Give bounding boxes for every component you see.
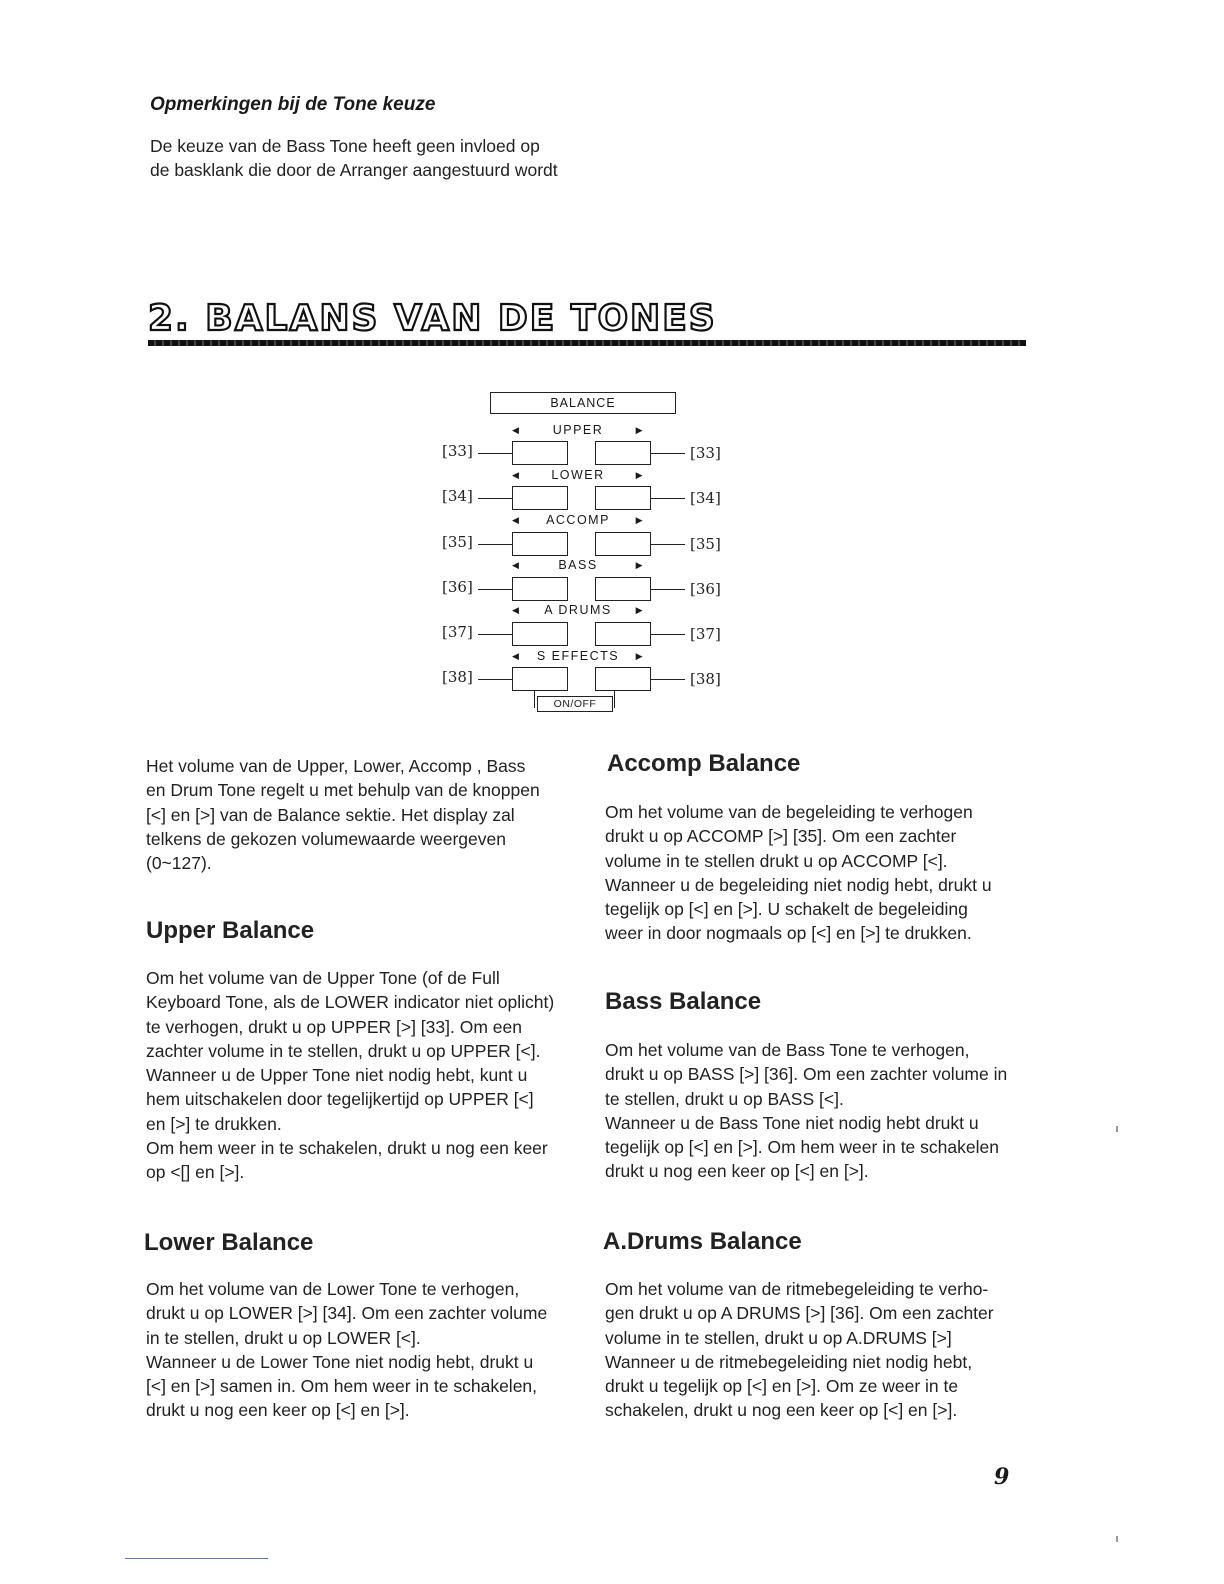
note-body (150, 134, 590, 183)
body-line: [<] en [>] samen in. Om hem weer in te schakelen, (146, 1376, 538, 1397)
upper-balance-body (146, 966, 564, 1185)
accomp-down-button[interactable] (512, 532, 568, 556)
ref-right: [33] (690, 444, 721, 462)
lead-line (478, 634, 512, 635)
body-line: Om het volume van de ritmebegeleiding te verho- (605, 1279, 989, 1299)
body-line: drukt u op BASS [>] [36]. Om een zachter volume in (605, 1064, 1008, 1085)
ref-right: [37] (690, 625, 721, 643)
body-line: tegelijk op [<] en [>]. U schakelt de begeleiding (605, 899, 968, 920)
body-line: Wanneer u de begeleiding niet nodig hebt, drukt u (605, 874, 992, 895)
seffects-down-button[interactable] (512, 667, 568, 691)
row-label-bass (478, 558, 678, 572)
body-line: Om het volume van de begeleiding te verhogen (605, 802, 973, 822)
row-label-text: LOWER (551, 468, 605, 482)
row-label-text: A DRUMS (544, 603, 612, 617)
lower-balance-body (146, 1277, 564, 1423)
body-line: te verhogen, drukt u op UPPER [>] [33]. Om een (146, 1016, 522, 1037)
arrow-left-icon: ◀ (512, 470, 521, 480)
row-label-text: ACCOMP (546, 513, 610, 527)
lead-line (478, 453, 512, 454)
body-line: in te stellen, drukt u op LOWER [<]. (146, 1327, 421, 1348)
body-line: drukt u nog een keer op [<] en [>]. (605, 1161, 869, 1182)
ref-right: [34] (690, 489, 721, 507)
row-label-lower (478, 468, 678, 482)
body-line: volume in te stellen, drukt u op A.DRUMS [>] (605, 1327, 952, 1348)
body-line: drukt u tegelijk op [<] en [>]. Om ze weer in te (605, 1376, 959, 1397)
body-line: Om het volume van de Upper Tone (of de Full (146, 968, 500, 988)
intro-paragraph (146, 754, 564, 875)
note-title: Opmerkingen bij de Tone keuze (150, 94, 436, 115)
lead-line (478, 498, 512, 499)
arrow-right-icon: ▶ (635, 515, 644, 525)
row-label-upper (478, 423, 678, 437)
row-label-text: UPPER (552, 423, 604, 437)
intro-line: en Drum Tone regelt u met behulp van de knoppen (146, 780, 540, 801)
lead-line (478, 544, 512, 545)
body-line: tegelijk op [<] en [>]. Om hem weer in te schakelen (605, 1137, 999, 1158)
body-line: drukt u nog een keer op [<] en [>]. (146, 1400, 410, 1421)
arrow-right-icon: ▶ (635, 470, 644, 480)
chapter-rule (148, 340, 1026, 346)
row-label-seffects (478, 649, 678, 663)
arrow-left-icon: ◀ (512, 515, 521, 525)
ref-left: [34] (442, 487, 473, 505)
lead-line (651, 679, 685, 680)
ref-right: [38] (690, 670, 721, 688)
body-line: volume in te stellen drukt u op ACCOMP [<]. (605, 850, 948, 871)
bass-balance-title: Bass Balance (605, 988, 762, 1015)
upper-down-button[interactable] (512, 441, 568, 465)
body-line: Wanneer u de Upper Tone niet nodig hebt, kunt u (146, 1065, 528, 1086)
body-line: hem uitschakelen door tegelijkertijd op UPPER [<] (146, 1089, 534, 1110)
body-line: drukt u op LOWER [>] [34]. Om een zachter volume (146, 1303, 548, 1324)
scan-speck (1116, 1126, 1118, 1132)
body-line: Wanneer u de Bass Tone niet nodig hebt drukt u (605, 1112, 979, 1133)
lead-line (651, 453, 685, 454)
row-label-text: S EFFECTS (536, 649, 620, 663)
onoff-bracket (534, 690, 535, 708)
accomp-balance-body (605, 800, 1025, 946)
adrums-up-button[interactable] (595, 622, 651, 646)
row-label-accomp (478, 513, 678, 527)
arrow-right-icon: ▶ (635, 560, 644, 570)
lead-line (478, 589, 512, 590)
accomp-up-button[interactable] (595, 532, 651, 556)
note-line: De keuze van de Bass Tone heeft geen invloed op (150, 136, 540, 156)
ref-left: [35] (442, 533, 473, 551)
bass-up-button[interactable] (595, 577, 651, 601)
ref-right: [36] (690, 580, 721, 598)
body-line: gen drukt u op A DRUMS [>] [36]. Om een zachter (605, 1303, 994, 1324)
intro-line: (0~127). (146, 853, 212, 874)
row-label-adrums (478, 603, 678, 617)
accomp-balance-title: Accomp Balance (607, 750, 801, 777)
body-line: zachter volume in te stellen, drukt u op UPPER [<]. (146, 1040, 541, 1061)
body-line: Om het volume van de Lower Tone te verhogen, (146, 1279, 520, 1299)
note-line: de basklank die door de Arranger aangestuurd wordt (150, 160, 558, 181)
page-number: 9 (994, 1464, 1010, 1490)
body-line: op <[] en [>]. (146, 1162, 245, 1183)
arrow-left-icon: ◀ (512, 560, 521, 570)
adrums-balance-body (605, 1277, 1025, 1423)
scan-speck (1116, 1536, 1118, 1542)
upper-up-button[interactable] (595, 441, 651, 465)
lead-line (651, 544, 685, 545)
adrums-down-button[interactable] (512, 622, 568, 646)
ref-left: [38] (442, 668, 473, 686)
upper-balance-title: Upper Balance (146, 917, 315, 944)
body-line: weer in door nogmaals op [<] en [>] te drukken. (605, 923, 972, 944)
body-line: drukt u op ACCOMP [>] [35]. Om een zachter (605, 826, 957, 847)
lead-line (478, 679, 512, 680)
row-label-text: BASS (558, 558, 598, 572)
body-line: Om hem weer in te schakelen, drukt u nog een keer (146, 1138, 548, 1159)
lower-down-button[interactable] (512, 486, 568, 510)
balance-header: BALANCE (490, 392, 676, 414)
lower-up-button[interactable] (595, 486, 651, 510)
intro-line: telkens de gekozen volumewaarde weergeven (146, 828, 506, 849)
bass-down-button[interactable] (512, 577, 568, 601)
lead-line (651, 498, 685, 499)
body-line: Wanneer u de Lower Tone niet nodig hebt, drukt u (146, 1351, 534, 1372)
onoff-bracket (614, 690, 615, 708)
arrow-left-icon: ◀ (512, 605, 521, 615)
body-line: Wanneer u de ritmebegeleiding niet nodig hebt, (605, 1351, 973, 1372)
lead-line (651, 589, 685, 590)
bass-balance-body (605, 1038, 1025, 1184)
ref-left: [37] (442, 623, 473, 641)
seffects-up-button[interactable] (595, 667, 651, 691)
ref-left: [33] (442, 442, 473, 460)
arrow-right-icon: ▶ (635, 425, 644, 435)
intro-line: Het volume van de Upper, Lower, Accomp , Bass (146, 756, 526, 776)
ref-right: [35] (690, 535, 721, 553)
arrow-right-icon: ▶ (635, 651, 644, 661)
onoff-label: ON/OFF (537, 696, 613, 712)
ref-left: [36] (442, 578, 473, 596)
arrow-right-icon: ▶ (635, 605, 644, 615)
body-line: te stellen, drukt u op BASS [<]. (605, 1088, 844, 1109)
chapter-title: 2. BALANS VAN DE TONES (148, 298, 717, 339)
arrow-left-icon: ◀ (512, 425, 521, 435)
adrums-balance-title: A.Drums Balance (603, 1228, 802, 1255)
lead-line (651, 634, 685, 635)
intro-line: [<] en [>] van de Balance sektie. Het display zal (146, 804, 515, 825)
body-line: Om het volume van de Bass Tone te verhogen, (605, 1040, 970, 1060)
body-line: Keyboard Tone, als de LOWER indicator niet oplicht) (146, 992, 555, 1013)
footer-line (125, 1558, 268, 1559)
body-line: en [>] te drukken. (146, 1113, 282, 1134)
lower-balance-title: Lower Balance (144, 1229, 314, 1256)
arrow-left-icon: ◀ (512, 651, 521, 661)
body-line: schakelen, drukt u nog een keer op [<] en [>]. (605, 1400, 958, 1421)
